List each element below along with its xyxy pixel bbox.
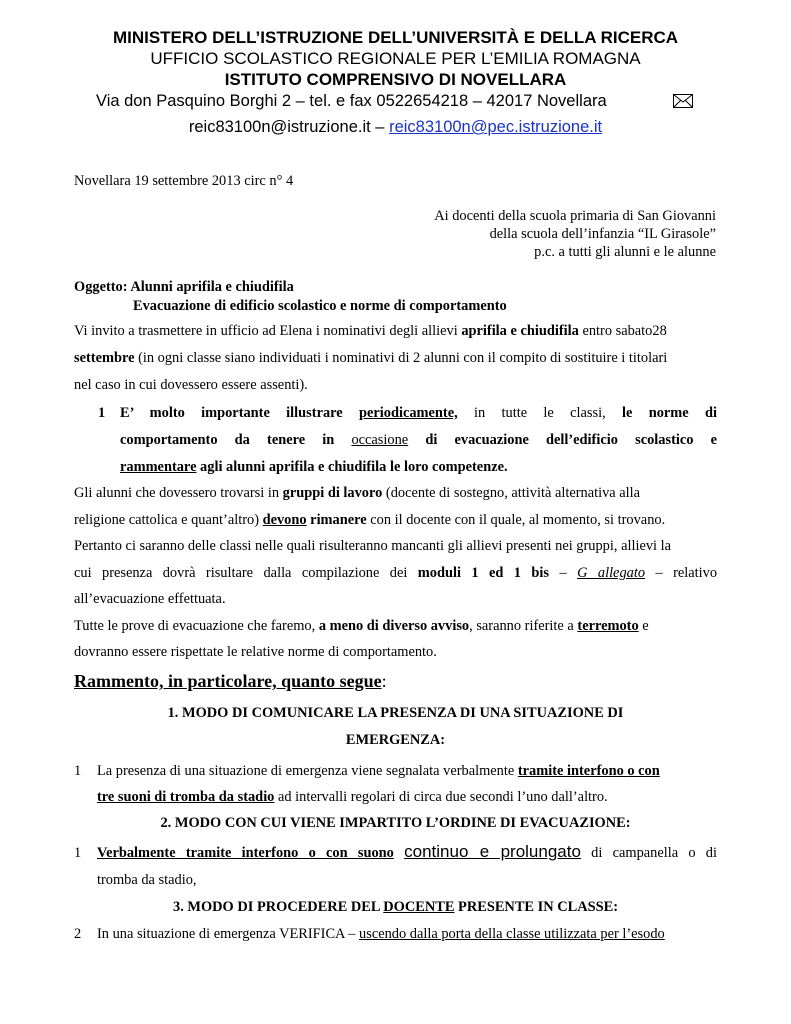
- recipient-line: Ai docenti della scuola primaria di San Giovanni: [434, 208, 716, 224]
- recipient-line: della scuola dell’infanzia “IL Girasole”: [489, 226, 716, 242]
- section1-title-cont: EMERGENZA:: [345, 732, 446, 748]
- para2-line: Gli alunni che dovessero trovarsi in gruppi di lavoro (docente di sostegno, attività alternativa alla: [74, 485, 641, 501]
- recipient-line: p.c. a tutti gli alunni e le alunne: [534, 244, 716, 260]
- item-number: 1: [74, 763, 82, 779]
- item-number: 1: [98, 405, 106, 421]
- item-number: 2: [74, 926, 82, 942]
- item1-line: comportamento da tenere in occasione di evacuazione dell’edificio scolastico e: [120, 432, 717, 448]
- pec-email-link[interactable]: reic83100n@pec.istruzione.it: [389, 118, 603, 136]
- section2-line: Verbalmente tramite interfono o con suono continuo e prolungato di campanella o di: [97, 842, 717, 861]
- section1-line: La presenza di una situazione di emergenza viene segnalata verbalmente tramite interfono o con: [97, 763, 660, 779]
- section2-title: 2. MODO CON CUI VIENE IMPARTITO L’ORDINE DI EVACUAZIONE:: [160, 815, 631, 831]
- date-line: Novellara 19 settembre 2013 circ n° 4: [74, 173, 294, 189]
- section1-line: tre suoni di tromba da stadio ad intervalli regolari di circa due secondi l’uno dall’altro.: [97, 789, 608, 805]
- header-email-line: reic83100n@istruzione.it – reic83100n@pec.istruzione.it: [188, 118, 603, 136]
- envelope-icon: [673, 94, 693, 108]
- header-office: UFFICIO SCOLASTICO REGIONALE PER L’EMILIA ROMAGNA: [150, 49, 641, 68]
- section3-title: 3. MODO DI PROCEDERE DEL DOCENTE PRESENTE IN CLASSE:: [173, 899, 618, 915]
- intro-line: settembre (in ogni classe siano individuati i nominativi di 2 alunni con il compito di sostituire i titolari: [74, 350, 668, 366]
- reminder-heading: Rammento, in particolare, quanto segue:: [74, 671, 387, 691]
- para2-line: Pertanto ci saranno delle classi nelle quali risulteranno mancanti gli allievi presenti nei gruppi, allievi la: [74, 538, 672, 554]
- section2-line: tromba da stadio,: [97, 872, 197, 888]
- para3-line: Tutte le prove di evacuazione che faremo, a meno di diverso avviso, saranno riferite a terremoto e: [74, 618, 649, 634]
- para2-line: cui presenza dovrà risultare dalla compilazione dei moduli 1 ed 1 bis – G allegato – relativo: [74, 565, 718, 581]
- header-institute: ISTITUTO COMPRENSIVO DI NOVELLARA: [224, 70, 567, 89]
- email-address[interactable]: reic83100n@istruzione.it: [188, 118, 371, 136]
- para2-line: all’evacuazione effettuata.: [74, 591, 226, 607]
- intro-line: Vi invito a trasmettere in ufficio ad Elena i nominativi degli allievi aprifila e chiudifila entro sabato28: [74, 323, 667, 339]
- para3-line: dovranno essere rispettate le relative norme di comportamento.: [74, 644, 437, 660]
- section3-line: In una situazione di emergenza VERIFICA – uscendo dalla porta della classe utilizzata per l’esodo: [97, 926, 665, 942]
- attachment-reference: G allegato: [577, 565, 646, 581]
- item-number: 1: [74, 845, 82, 861]
- subject-line2: Evacuazione di edificio scolastico e norme di comportamento: [133, 298, 507, 314]
- para2-line: religione cattolica e quant’altro) devono rimanere con il docente con il quale, al momento, si trovano.: [74, 512, 666, 528]
- section1-title: 1. MODO DI COMUNICARE LA PRESENZA DI UNA SITUAZIONE DI: [167, 705, 624, 721]
- item1-line: E’ molto importante illustrare periodicamente, in tutte le classi, le norme di: [120, 405, 717, 421]
- subject-label: Oggetto: Alunni aprifila e chiudifila: [74, 279, 294, 295]
- header-ministry: MINISTERO DELL’ISTRUZIONE DELL’UNIVERSITÀ E DELLA RICERCA: [112, 28, 679, 47]
- item1-line: rammentare agli alunni aprifila e chiudifila le loro competenze.: [120, 459, 508, 475]
- intro-line: nel caso in cui dovessero essere assenti).: [74, 377, 308, 393]
- header-address: Via don Pasquino Borghi 2 – tel. e fax 0522654218 – 42017 Novellara: [96, 92, 607, 110]
